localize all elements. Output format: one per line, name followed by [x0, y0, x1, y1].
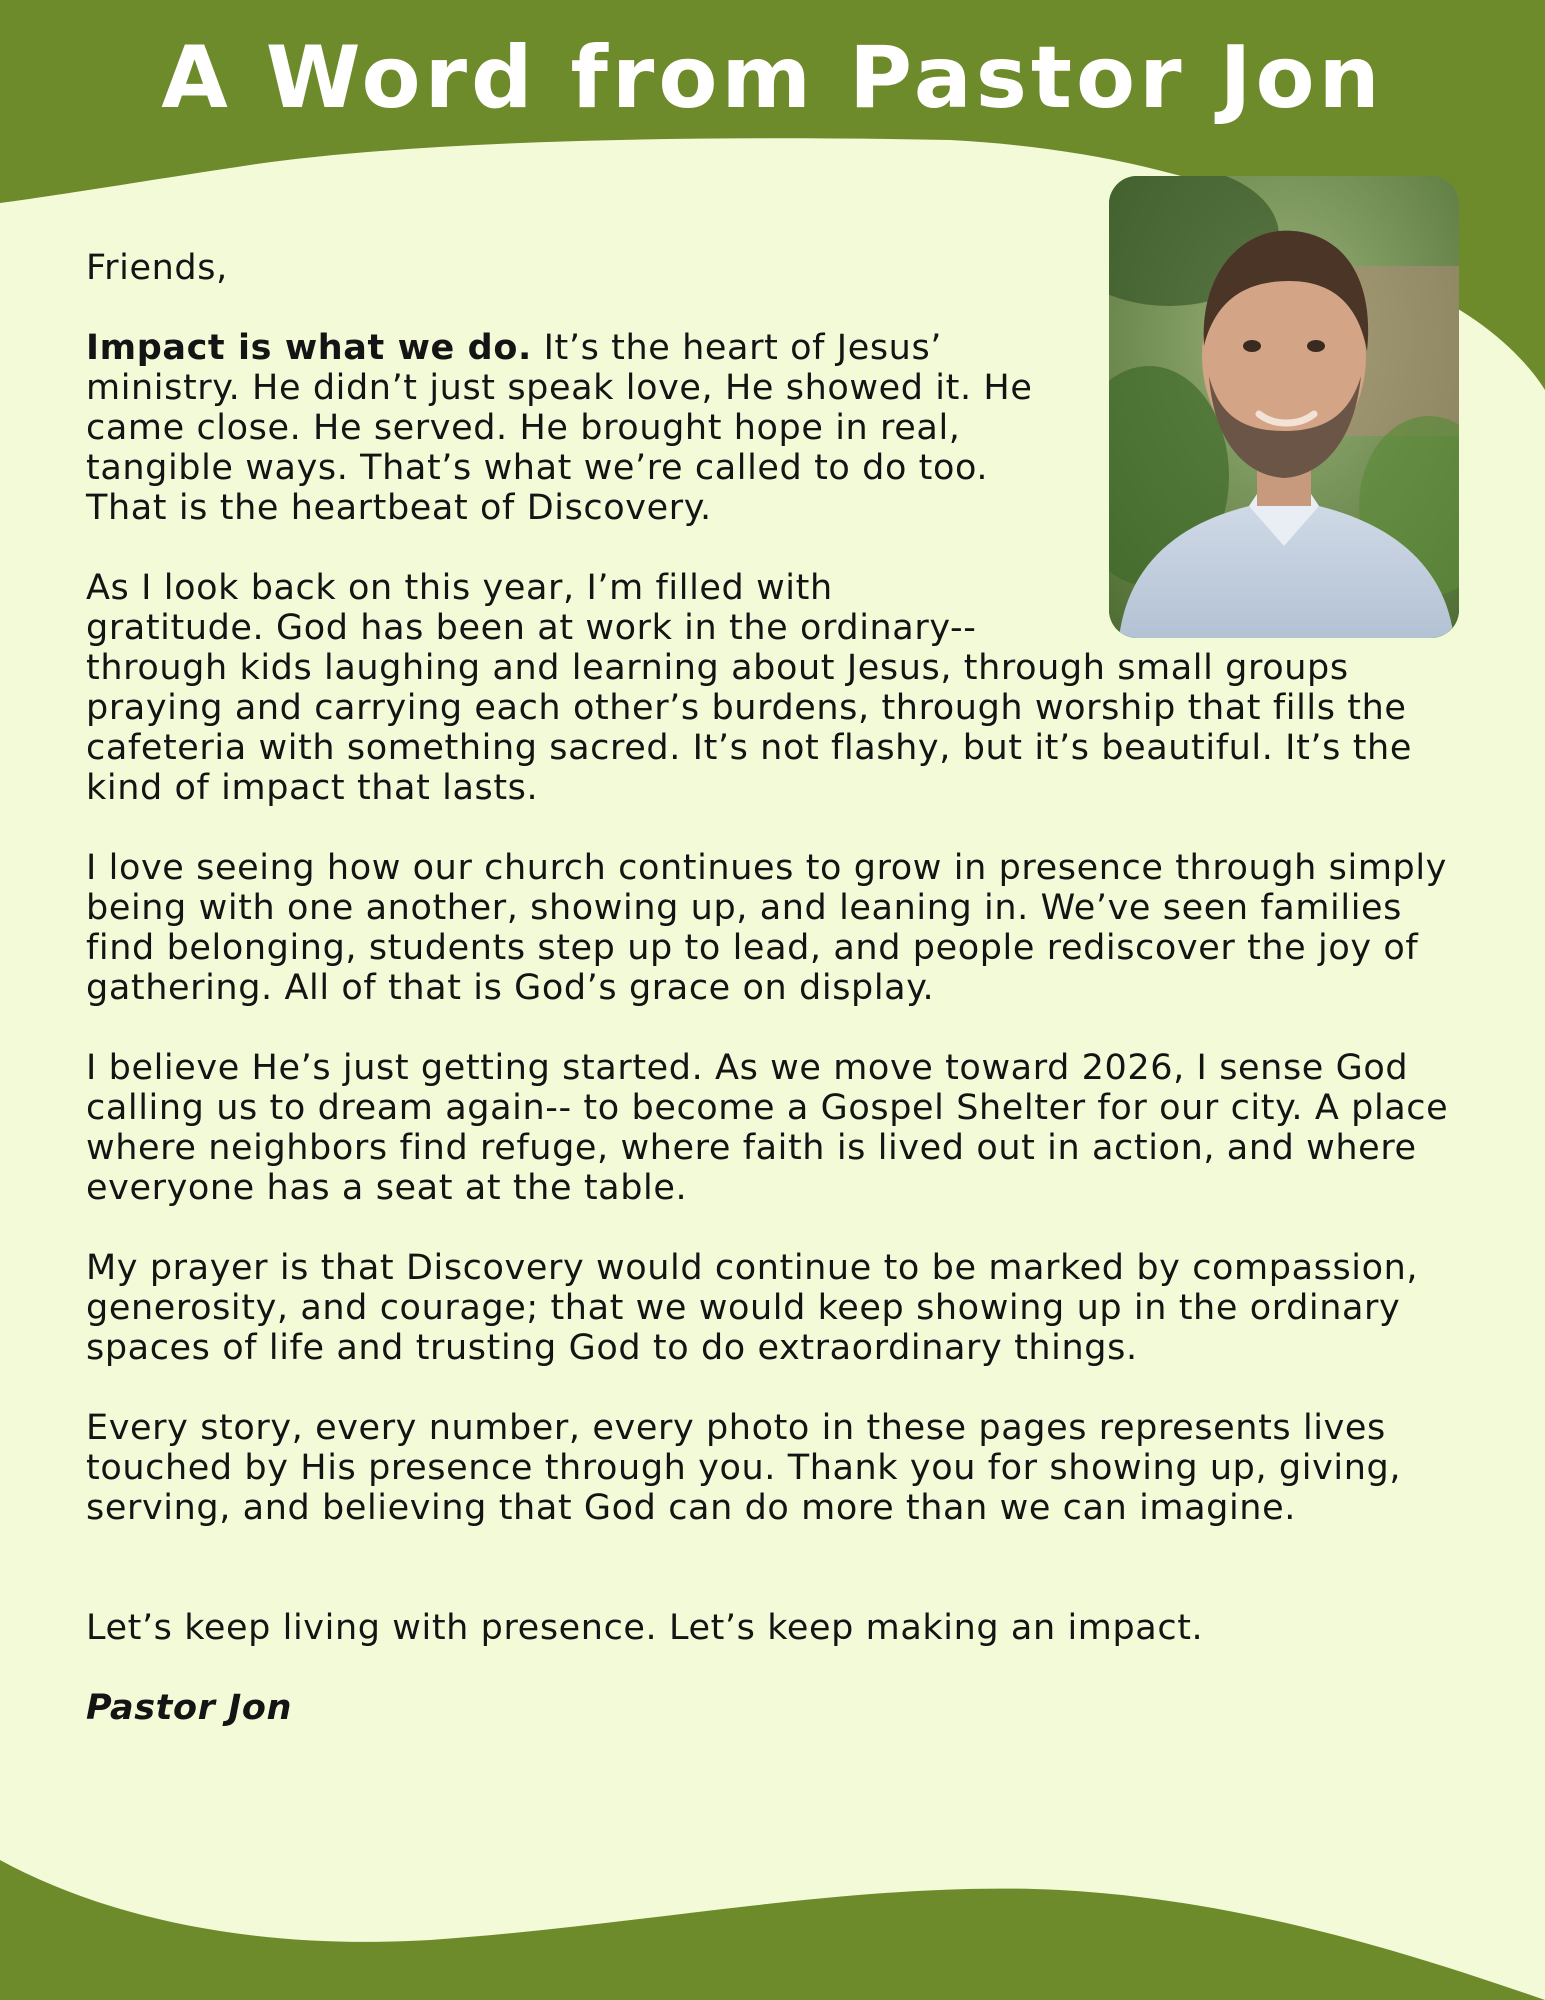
paragraph-vision: I believe He’s just getting started. As we move toward 2026, I sense God calling us to dream again-- to become a Gospel Shelter for our city. A place where neighbors find refuge, where faith is lived out in action, and where everyone has a seat at the table.	[86, 1048, 1449, 1208]
closing-line: Let’s keep living with presence. Let’s keep making an impact.	[86, 1608, 1204, 1648]
gratitude-rest: through kids laughing and learning about Jesus, through small groups praying and carrying each other’s burdens, through worship that fills the cafeteria with something sacred. It’s not flashy, but it’s beautiful. It’s the kind of impact that lasts.	[86, 648, 1412, 808]
footer-wave	[0, 1860, 1545, 2000]
impact-lead: Impact is what we do.	[86, 328, 532, 368]
paragraph-impact	[86, 328, 1046, 528]
impact-body: It’s the heart of Jesus’ ministry. He didn’t just speak love, He showed it. He came close. He served. He brought hope in real, tangible ways. That’s what we’re called to do too. That is the heartbeat of Discovery.	[86, 328, 1033, 528]
paragraph-prayer: My prayer is that Discovery would continue to be marked by compassion, generosity, and courage; that we would keep showing up in the ordinary spaces of life and trusting God to do extraordinary things.	[86, 1248, 1419, 1368]
gratitude-line-1: As I look back on this year, I’m filled with	[86, 568, 833, 608]
greeting: Friends,	[86, 248, 228, 288]
signature: Pastor Jon	[86, 1688, 293, 1728]
gratitude-line-2: gratitude. God has been at work in the ordinary--	[86, 608, 977, 648]
paragraph-presence: I love seeing how our church continues to grow in presence through simply being with one another, showing up, and leaning in. We’ve seen families find belonging, students step up to lead, and people rediscover the joy of gathering. All of that is God’s grace on display.	[86, 848, 1447, 1008]
paragraph-thanks: Every story, every number, every photo in these pages represents lives touched by His presence through you. Thank you for showing up, giving, serving, and believing that God can do more than we can imagine.	[86, 1408, 1402, 1528]
portrait-photo-icon	[1109, 176, 1459, 638]
page-title: A Word from Pastor Jon	[161, 28, 1384, 128]
pastor-portrait-photo	[1109, 176, 1459, 638]
